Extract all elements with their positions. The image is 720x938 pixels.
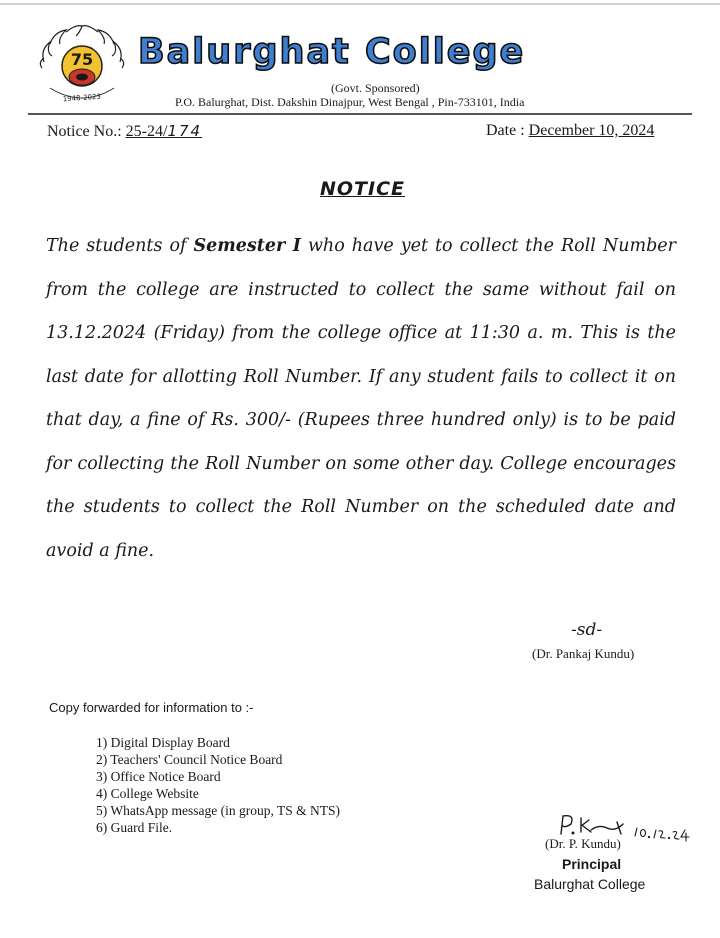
copy-list <box>96 734 340 836</box>
list-item: 6) Guard File. <box>96 820 173 835</box>
notice-number-label: Notice No.: <box>47 123 122 140</box>
principal-name: (Dr. P. Kundu) <box>545 836 621 851</box>
college-address: P.O. Balurghat, Dist. Dakshin Dinajpur, West Bengal , Pin-733101, India <box>175 95 525 109</box>
principal-title: Principal <box>562 856 622 872</box>
list-item: 3) Office Notice Board <box>96 769 221 784</box>
body-part-1: The students of <box>46 236 194 256</box>
logo-anniversary: 75 <box>70 50 94 69</box>
date-value: December 10, 2024 <box>528 122 655 139</box>
notice-number <box>47 122 220 141</box>
semester-emphasis: Semester I <box>193 236 301 256</box>
notice-number-handwritten: 174 <box>167 122 203 140</box>
notice-date <box>486 122 654 140</box>
list-item: 5) WhatsApp message (in group, TS & NTS) <box>96 803 340 818</box>
govt-sponsored-label: (Govt. Sponsored) <box>331 81 420 95</box>
header-divider <box>28 113 692 115</box>
notice-number-value: 25-24/ <box>125 123 168 140</box>
logo-years: 1948-2023 <box>62 92 102 104</box>
principal-college: Balurghat College <box>534 876 646 892</box>
signed-mark: -sd- <box>571 620 603 640</box>
notice-body <box>46 225 676 573</box>
list-item: 2) Teachers' Council Notice Board <box>96 752 283 767</box>
college-name: Balurghat College <box>138 32 526 72</box>
notice-title: NOTICE <box>320 178 406 200</box>
body-part-2: who have yet to collect the Roll Number from the college are instructed to collect the same without fail on 13.12.2024 (Friday) from the college office at 11:30 a. m. This is the last date for allotting Roll Number. If any student fails to collect it on that day, a fine of Rs. 300/- (Rupees three hundred only) is to be paid for collecting the Roll Number on some other day. College encourages the students to collect the Roll Number on the scheduled date and avoid a fine. <box>46 236 676 561</box>
signatory-name: (Dr. Pankaj Kundu) <box>532 646 635 661</box>
copy-forwarded-heading: Copy forwarded for information to :- <box>49 700 254 715</box>
list-item: 4) College Website <box>96 786 199 801</box>
top-border <box>0 3 720 5</box>
list-item: 1) Digital Display Board <box>96 735 230 750</box>
college-logo <box>36 22 128 106</box>
date-label: Date : <box>486 122 525 139</box>
